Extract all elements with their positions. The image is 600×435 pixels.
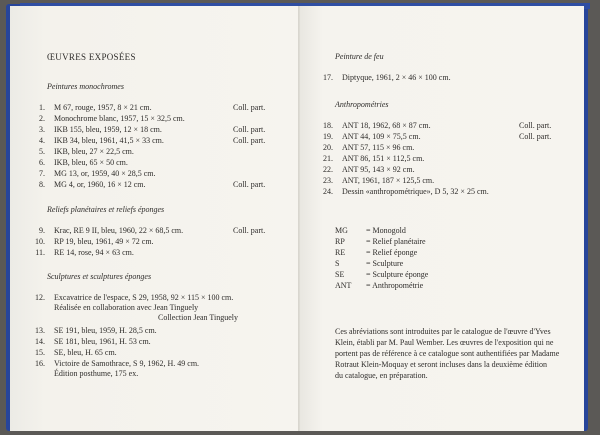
item-number: 16. [35,359,45,368]
item-number: 5. [39,147,45,156]
section-heading: Peintures monochromes [47,82,124,91]
abbr-code: S [335,259,340,268]
note-line: Klein, établi par M. Paul Wember. Les œuvres de l'exposition qui ne [335,338,554,347]
item-number: 23. [323,176,333,185]
item-text: RP 19, bleu, 1961, 49 × 72 cm. [54,237,154,246]
item-text: ANT 86, 151 × 112,5 cm. [342,154,425,163]
item-text: ANT 57, 115 × 96 cm. [342,143,415,152]
section-heading: Peinture de feu [335,52,384,61]
item-text: MG 4, or, 1960, 16 × 12 cm. [54,180,146,189]
item-text: ANT, 1961, 187 × 125,5 cm. [342,176,435,185]
section-heading: Reliefs planétaires et reliefs éponges [47,205,165,214]
note-line: Ces abréviations sont introduites par le catalogue de l'œuvre d'Yves [335,327,551,336]
item-number: 7. [39,169,45,178]
item-number: 20. [323,143,333,152]
item-text: Krac, RE 9 II, bleu, 1960, 22 × 68,5 cm. [54,226,184,235]
item-note: Coll. part. [233,103,266,112]
item-extra: Réalisée en collaboration avec Jean Tinguely [54,303,199,312]
abbr-meaning: = Sculpture [366,259,404,268]
right-page [300,6,584,431]
item-number: 1. [39,103,45,112]
item-text: IKB 34, bleu, 1961, 41,5 × 33 cm. [54,136,164,145]
item-number: 8. [39,180,45,189]
note-line: Rotraut Klein-Moquay et seront incluses dans la deuxième édition [335,360,547,369]
abbr-meaning: = Sculpture éponge [366,270,429,279]
left-page [10,6,300,431]
note-line: portent pas de référence à ce catalogue sont authentifiées par Madame [335,349,560,358]
item-note: Coll. part. [233,136,266,145]
item-text: M 67, rouge, 1957, 8 × 21 cm. [54,103,152,112]
item-number: 4. [39,136,45,145]
item-text: SE 181, bleu, 1961, H. 53 cm. [54,337,151,346]
note-line: du catalogue, en préparation. [335,371,428,380]
item-text: ANT 44, 109 × 75,5 cm. [342,132,421,141]
item-number: 22. [323,165,333,174]
item-text: IKB, bleu, 27 × 22,5 cm. [54,147,134,156]
item-number: 3. [39,125,45,134]
item-text: Excavatrice de l'espace, S 29, 1958, 92 × 115 × 100 cm. [54,293,234,302]
abbr-code: RP [335,237,345,246]
item-text: MG 13, or, 1959, 40 × 28,5 cm. [54,169,156,178]
item-note: Coll. part. [233,226,266,235]
item-number: 6. [39,158,45,167]
item-text: SE 191, bleu, 1959, H. 28,5 cm. [54,326,157,335]
item-number: 9. [39,226,45,235]
item-note: Coll. part. [519,132,552,141]
page-title: ŒUVRES EXPOSÉES [47,52,136,62]
abbr-meaning: = Relief planétaire [366,237,426,246]
section-heading: Sculptures et sculptures éponges [47,272,152,281]
item-text: Monochrome blanc, 1957, 15 × 32,5 cm. [54,114,185,123]
item-text: ANT 18, 1962, 68 × 87 cm. [342,121,431,130]
item-number: 18. [323,121,333,130]
item-number: 13. [35,326,45,335]
item-text: ANT 95, 143 × 92 cm. [342,165,415,174]
item-note: Coll. part. [519,121,552,130]
item-number: 14. [35,337,45,346]
item-number: 24. [323,187,333,196]
abbr-meaning: = Anthropométrie [366,281,424,290]
item-number: 10. [35,237,45,246]
item-text: Diptyque, 1961, 2 × 46 × 100 cm. [342,73,451,82]
item-text: IKB, bleu, 65 × 50 cm. [54,158,128,167]
item-number: 17. [323,73,333,82]
item-number: 19. [323,132,333,141]
abbr-code: ANT [335,281,352,290]
section-heading: Anthropométries [335,100,389,109]
item-text: Dessin «anthropométrique», D 5, 32 × 25 cm. [342,187,489,196]
item-number: 11. [35,248,45,257]
item-extra: Édition posthume, 175 ex. [54,369,139,378]
abbr-code: RE [335,248,346,257]
item-text: IKB 155, bleu, 1959, 12 × 18 cm. [54,125,162,134]
abbr-code: SE [335,270,345,279]
item-text: Victoire de Samothrace, S 9, 1962, H. 49 cm. [54,359,200,368]
abbr-meaning: = Relief éponge [366,248,418,257]
item-number: 15. [35,348,45,357]
item-note: Coll. part. [233,180,266,189]
item-number: 21. [323,154,333,163]
item-note: Collection Jean Tinguely [158,313,238,322]
item-text: RE 14, rose, 94 × 63 cm. [54,248,134,257]
abbr-meaning: = Monogold [366,226,406,235]
item-number: 2. [39,114,45,123]
item-note: Coll. part. [233,125,266,134]
item-number: 12. [35,293,45,302]
abbr-code: MG [335,226,348,235]
item-text: SE, bleu, H. 65 cm. [54,348,117,357]
